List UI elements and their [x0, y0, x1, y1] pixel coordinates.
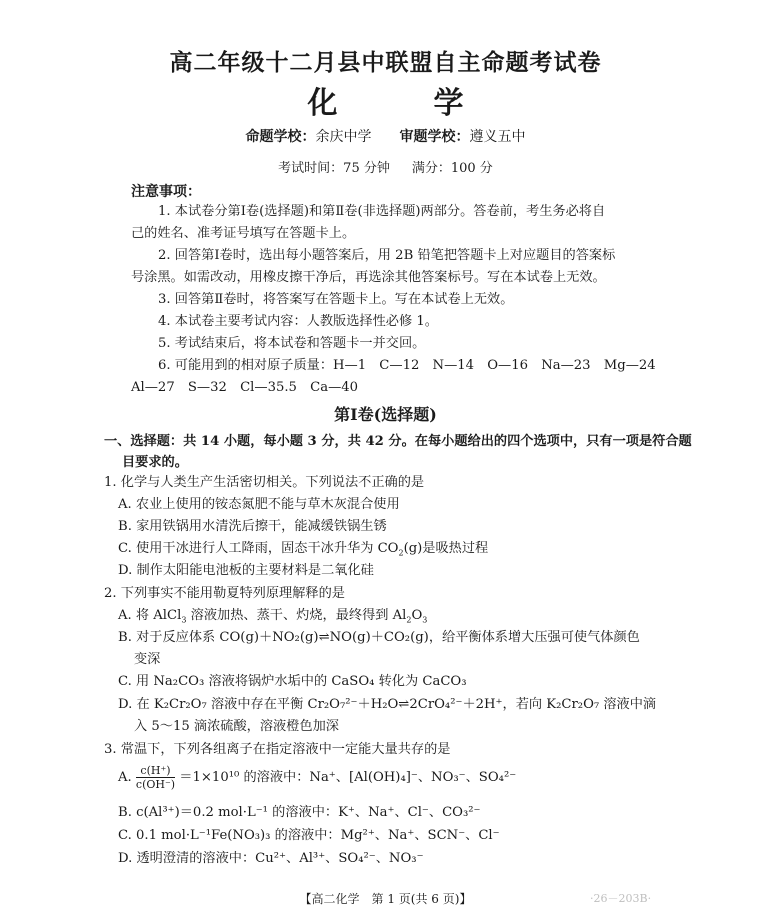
- section-title: 第Ⅰ卷(选择题): [334, 405, 437, 424]
- q3-a-numerator: c(H⁺): [136, 764, 175, 778]
- notice-item-2a: 2. 回答第Ⅰ卷时，选出每小题答案后，用 2B 铅笔把答题卡上对应题目的答案标: [158, 248, 616, 263]
- proposer-school: 余庆中学: [315, 129, 372, 145]
- q1-option-c: C. 使用干冰进行人工降雨，固态干冰升华为 $CO_2(g)$是吸热过程: [118, 541, 489, 558]
- q2-option-d-line1: D. 在 K₂Cr₂O₇ 溶液中存在平衡 Cr₂O₇²⁻＋H₂O⇌2CrO₄²⁻＋2H⁺，若向 K₂Cr₂O₇ 溶液中滴: [118, 697, 657, 712]
- q1-option-a: A. 农业上使用的铵态氮肥不能与草木灰混合使用: [118, 497, 400, 512]
- q2-stem: 2. 下列事实不能用勒夏特列原理解释的是: [104, 586, 345, 601]
- reviewer-label: 审题学校：: [399, 129, 470, 145]
- exam-time: 考试时间：75 分钟: [278, 161, 390, 176]
- q3-a-denominator: c(OH⁻): [135, 778, 176, 791]
- q3-option-d: D. 透明澄清的溶液中：Cu²⁺、Al³⁺、SO₄²⁻、NO₃⁻: [118, 851, 424, 866]
- q3-stem: 3. 常温下，下列各组离子在指定溶液中一定能大量共存的是: [104, 742, 451, 757]
- school-line: [0, 126, 771, 146]
- q2-option-a: A. 将 AlCl$_3$ 溶液加热、蒸干、灼烧，最终得到 $Al_2O_3$: [118, 608, 428, 625]
- notice-item-2b: 号涂黑。如需改动，用橡皮擦干净后，再选涂其他答案标号。写在本试卷上无效。: [131, 270, 606, 285]
- notice-item-1b: 己的姓名、准考证号填写在答题卡上。: [131, 226, 356, 241]
- notice-item-1a: 1. 本试卷分第Ⅰ卷(选择题)和第Ⅱ卷(非选择题)两部分。答卷前，考生务必将自: [158, 204, 606, 219]
- q1-stem: 1. 化学与人类生产生活密切相关。下列说法不正确的是: [104, 475, 425, 490]
- proposer-label: 命题学校：: [245, 129, 316, 145]
- notice-heading: 注意事项：: [131, 184, 201, 200]
- q2-option-c: C. 用 Na₂CO₃ 溶液将锅炉水垢中的 CaSO₄ 转化为 CaCO₃: [118, 674, 467, 689]
- part-instruction-2: 目要求的。: [122, 455, 188, 470]
- notice-item-3: 3. 回答第Ⅱ卷时，将答案写在答题卡上。写在本试卷上无效。: [158, 292, 514, 307]
- notice-item-4: 4. 本试卷主要考试内容：人教版选择性必修 1。: [158, 314, 438, 329]
- q1-option-b: B. 家用铁锅用水清洗后擦干，能减缓铁锅生锈: [118, 519, 387, 534]
- reviewer-school: 遵义五中: [469, 129, 526, 145]
- q3-a-rest: ＝1×10¹⁰ 的溶液中：Na⁺、[Al(OH)₄]⁻、NO₃⁻、SO₄²⁻: [179, 770, 517, 785]
- notice-item-6b: Al—27 S—32 Cl—35.5 Ca—40: [131, 380, 359, 395]
- q2-option-d-line2: 入 5～15 滴浓硫酸，溶液橙色加深: [134, 719, 339, 734]
- notice-item-5: 5. 考试结束后，将本试卷和答题卡一并交回。: [158, 336, 426, 351]
- q1-option-d: D. 制作太阳能电池板的主要材料是二氧化硅: [118, 563, 374, 578]
- subject-title: [0, 78, 771, 122]
- notice-item-6a: 6. 可能用到的相对原子质量：H—1 C—12 N—14 O—16 Na—23 Mg—24: [158, 358, 656, 373]
- q3-option-c: C. 0.1 mol·L⁻¹Fe(NO₃)₃ 的溶液中：Mg²⁺、Na⁺、SCN⁻、Cl⁻: [118, 828, 500, 843]
- q3-a-fraction: [136, 764, 175, 791]
- full-score: 满分：100 分: [411, 161, 493, 176]
- subject-char-1: 化: [307, 86, 338, 121]
- q2-option-b-line1: B. 对于反应体系 CO(g)＋NO₂(g)⇌NO(g)＋CO₂(g)，给平衡体系增大压强可使气体颜色: [118, 630, 640, 645]
- exam-title: 高二年级十二月县中联盟自主命题考试卷: [169, 49, 602, 76]
- q3-a-label: A.: [118, 770, 132, 785]
- exam-code: ·26－203B·: [590, 892, 652, 905]
- page-footer: 【高二化学 第 1 页(共 6 页)】: [299, 892, 472, 906]
- q2-option-b-line2: 变深: [134, 652, 161, 667]
- part-instruction-1: 一、选择题：共 14 小题，每小题 3 分，共 42 分。在每小题给出的四个选项中，只有一项是符合题: [104, 434, 692, 449]
- subject-char-2: 学: [433, 86, 464, 121]
- exam-time-line: [0, 157, 771, 176]
- q3-option-b: B. c(Al³⁺)＝0.2 mol·L⁻¹ 的溶液中：K⁺、Na⁺、Cl⁻、CO₃²⁻: [118, 805, 481, 820]
- q3-option-a: [118, 764, 516, 791]
